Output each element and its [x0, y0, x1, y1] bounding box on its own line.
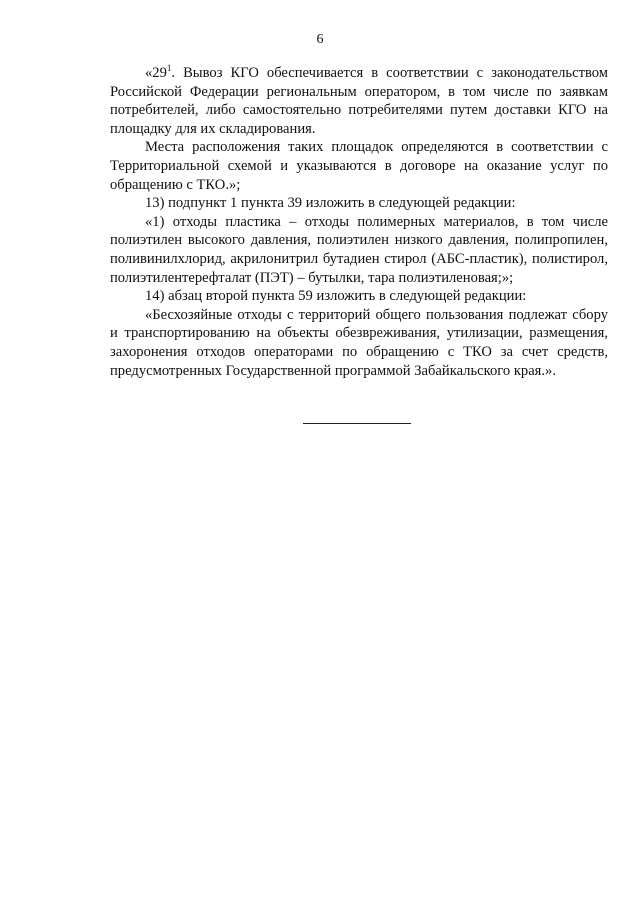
superscript-index: 1: [166, 63, 172, 73]
paragraph-sites-location: Места расположения таких площадок определяются в соответствии с Территориальной схемой и указываются в договоре на оказание услуг по обращению с ТКО.»;: [110, 139, 608, 193]
end-separator-line: [303, 423, 411, 424]
paragraph-item-29-1: [110, 64, 608, 138]
paragraph-ownerless-waste: «Бесхозяйные отходы с территорий общего пользования подлежат сбору и транспортированию на объекты обезвреживания, утилизации, размещения, захоронения отходов операторами по обращению с ТКО за счет средств, предусмотренных Государственной программой Забайкальского края.».: [110, 306, 608, 379]
page-number: 6: [316, 32, 324, 47]
paragraph-plastic-waste: «1) отходы пластика – отходы полимерных материалов, в том числе полиэтилен высокого давления, полиэтилен низкого давления, полипропилен, поливинилхлорид, акрилонитрил бутадиен стирол (АБС-пластик), полистирол, полиэтилентерефталат (ПЭТ) – бутылки, тара полиэтиленовая;»;: [110, 213, 608, 286]
document-body: [110, 64, 608, 380]
paragraph-prefix: «29: [145, 65, 167, 81]
paragraph-text: . Вывоз КГО обеспечивается в соответствии с законодательством Российской Федерации региональным оператором, в том числе по заявкам потребителей, либо самостоятельно потребителями путем доставки КГО на площадку для их складирования.: [110, 65, 608, 137]
paragraph-amendment-13: 13) подпункт 1 пункта 39 изложить в следующей редакции:: [145, 195, 516, 212]
paragraph-amendment-14: 14) абзац второй пункта 59 изложить в следующей редакции:: [145, 288, 527, 305]
